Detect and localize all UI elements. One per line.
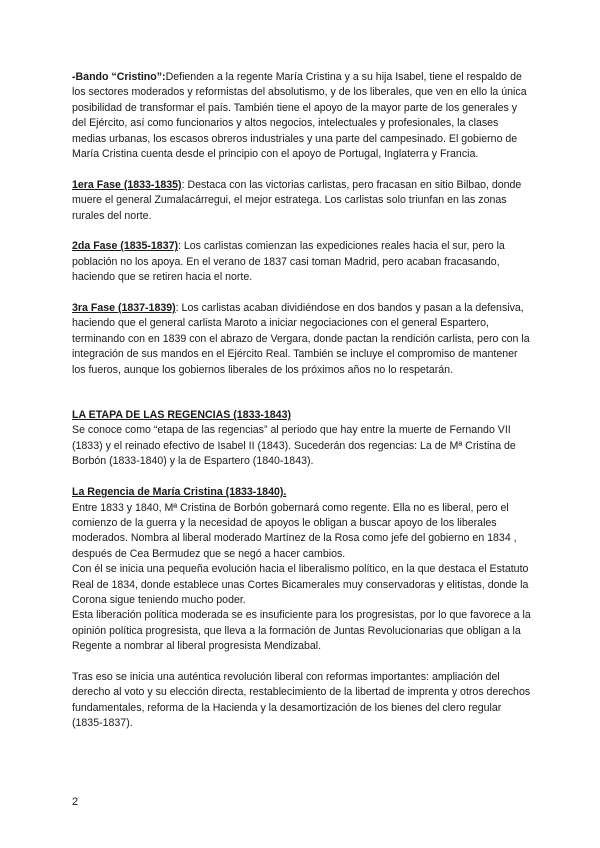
page-number: 2	[72, 796, 79, 808]
fase-2-paragraph	[72, 239, 532, 285]
bando-cristino-text: Defienden a la regente María Cristina y a su hija Isabel, tiene el respaldo de los sectores moderados y reformistas del absolutismo, y de los liberales, que ven en ello la única posibilidad de transformar el país. También tiene el apoyo de la mayor parte de los generales y del Ejército, así como funcionarios y altos negocios, intelectuales y profesionales, la clases medias urbanas, los escasos obreros industriales y una parte del campesinado. El gobierno de María Cristina cuenta desde el principio con el apoyo de Portugal, Inglaterra y Francia.	[72, 71, 527, 161]
fase-2-text: : Los carlistas comienzan las expediciones reales hacia el sur, pero la población no los apoya. En el verano de 1837 casi toman Madrid, pero acaban fracasando, haciendo que se retiren hacia el norte.	[72, 240, 505, 284]
revolucion-liberal-paragraph: Tras eso se inicia una auténtica revolución liberal con reformas importantes: ampliación del derecho al voto y su elección directa, restablecimiento de la libertad de imprenta y otros derechos fundamentales, reforma de la Hacienda y la desamortización de los bienes del clero regular (1835-1837).	[72, 670, 531, 730]
fase-3-label: 3ra Fase (1837-1839)	[72, 302, 176, 315]
fase-2-label: 2da Fase (1835-1837)	[72, 240, 179, 253]
regencia-paragraph-2: Con él se inicia una pequeña evolución hacia el liberalismo político, en la que destaca el Estatuto Real de 1834, donde establece unas Cortes Bicamerales muy conservadoras y elitistas, donde la Corona sigue teniendo mucho poder.	[72, 563, 529, 606]
regencia-maria-cristina-heading: La Regencia de María Cristina (1833-1840).	[72, 486, 287, 499]
bando-cristino-label: -Bando “Cristino”:	[72, 71, 166, 83]
bando-cristino-paragraph	[72, 70, 532, 162]
regencias-text: Se conoce como “etapa de las regencias” al periodo que hay entre la muerte de Fernando VII (1833) y el reinado efectivo de Isabel II (1843). Sucederán dos regencias: La de Mª Cristina de Borbón (1833-1840) y la de Espartero (1840-1843).	[72, 424, 516, 468]
fase-3-paragraph	[72, 301, 532, 378]
regencias-heading: LA ETAPA DE LAS REGENCIAS (1833-1843)	[72, 409, 291, 422]
document-page	[72, 70, 532, 732]
regencia-paragraph-1: Entre 1833 y 1840, Mª Cristina de Borbón gobernará como regente. Ella no es liberal, pero el comienzo de la guerra y la necesidad de apoyos le obligan a buscar apoyo de los liberales moderados. Nombra al liberal moderado Martínez de la Rosa como jefe del gobierno en 1834 , después de Cea Bermudez que se negó a hacer cambios.	[72, 501, 517, 560]
regencia-paragraph-3: Esta liberación política moderada se es insuficiente para los progresistas, por lo que favorece a la opinión política progresista, que lleva a la formación de Juntas Revolucionarias que obligan a la Regente a nombrar al liberal progresista Mendizabal.	[72, 609, 531, 653]
fase-1-label: 1era Fase (1833-1835)	[72, 178, 182, 191]
fase-3-text: : Los carlistas acaban dividiéndose en dos bandos y pasan a la defensiva, haciendo que el general carlista Maroto a iniciar negociaciones con el general Espartero, terminando con en 1839 con el abrazo de Vergara, donde pactan la rendición carlista, pero con la integración de sus mandos en el Ejército Real. También se incluye el compromiso de mantener los fueros, aunque los gobiernos liberales de los próximos años no lo respetarán.	[72, 302, 530, 376]
fase-1-paragraph	[72, 178, 532, 224]
fase-1-text: : Destaca con las victorias carlistas, pero fracasan en sitio Bilbao, donde muere el general Zumalacárregui, el mejor estratega. Los carlistas solo triunfan en las zonas rurales del norte.	[72, 178, 522, 222]
